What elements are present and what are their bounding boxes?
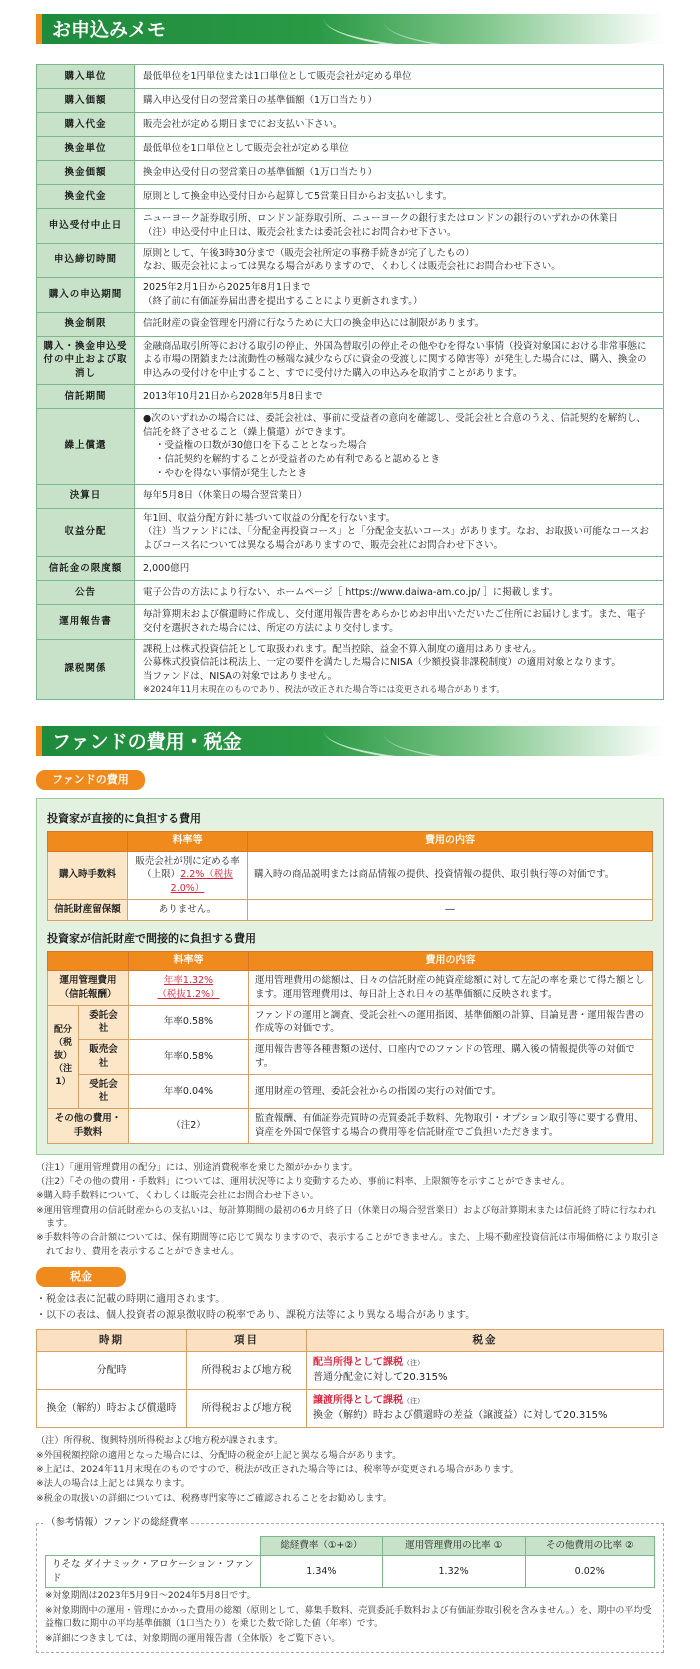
tax-intro-line: ・税金は表に記載の時期に適用されます。: [36, 1294, 226, 1306]
memo-key: 換金代金: [37, 185, 135, 209]
memo-value: [135, 209, 664, 244]
fees-banner: [36, 726, 664, 756]
alloc-label: 配分（税抜）（注1）: [48, 1005, 79, 1109]
memo-value-line: ニューヨーク証券取引所、ロンドン証券取引所、ニューヨークの銀行またはロンドンの銀行のいずれかの休業日: [143, 213, 619, 224]
tax-table: [36, 1329, 664, 1428]
memo-value: [135, 137, 664, 161]
tax-item: 所得税および地方税: [187, 1352, 307, 1390]
memo-value-line: 毎年5月8日（休業日の場合翌営業日）: [143, 490, 308, 502]
memo-row: [37, 484, 664, 508]
memo-key: 収益分配: [37, 508, 135, 556]
ratio-header: 総経費率（①+②）: [261, 1536, 383, 1555]
memo-row: [37, 312, 664, 336]
memo-value-line: 電子公告の方法により行ない、ホームページ［ https://www.daiwa-am.co.jp/ ］に掲載します。: [143, 586, 559, 598]
tax-note: ※法人の場合は上記とは異なります。: [36, 1478, 190, 1490]
memo-value-line: 毎計算期末および償還時に作成し、交付運用報告書をあらかじめお申出いただいたご住所にお届けします。また、電子交付を選択された場合には、所定の方法により交付します。: [143, 609, 646, 634]
memo-value-line: ※2024年11月末現在のものであり、税法が改正された場合等には変更される場合があります。: [143, 684, 505, 695]
fee-note: （注2）「その他の費用・手数料」については、運用状況等により変動するため、事前に料率、上限額等を示すことができません。: [36, 1176, 571, 1188]
memo-value-line: ・信託契約を解約することが受益者のため有利であると認めるとき: [155, 454, 441, 466]
memo-value-line: 金融商品取引所等における取引の停止、外国為替取引の停止その他やむを得ない事情（投資対象国における非常事態による市場の閉鎖または流動性の極端な減少ならびに資金の受渡しに関する障害等）が発生した場合には、購入、換金の申込みの受付けを中止すること、すでに受付けた購入の申込みを取消すことがあります。: [143, 340, 647, 380]
total-ratio: 1.34%: [261, 1555, 383, 1588]
memo-key: 換金価額: [37, 161, 135, 185]
memo-row: [37, 508, 664, 556]
col-content: 費用の内容: [248, 832, 653, 852]
memo-value-line: 原則として換金申込受付日から起算して5営業日目からお支払いします。: [143, 190, 453, 202]
alloc-name: 受託会社: [79, 1074, 129, 1109]
memo-value: [135, 243, 664, 278]
tax-notes: [36, 1434, 664, 1505]
memo-value-line: なお、販売会社によっては異なる場合がありますので、くわしくは販売会社にお問合わせ下さい。: [143, 261, 561, 273]
memo-value-line: 当ファンドは、NISAの対象ではありません。: [143, 671, 337, 683]
memo-value: [135, 508, 664, 556]
memo-value: [135, 185, 664, 209]
memo-key: 換金単位: [37, 137, 135, 161]
alloc-name: 委託会社: [79, 1005, 129, 1040]
fees-title: ファンドの費用・税金: [52, 731, 242, 754]
memo-value-line: ・やむを得ない事情が発生したとき: [155, 467, 308, 479]
memo-value-line: 2013年10月21日から2028年5月8日まで: [143, 390, 323, 402]
other-ratio: 0.02%: [525, 1555, 655, 1588]
memo-key: 公告: [37, 581, 135, 605]
memo-value-line: ・受益権の口数が30億口を下ることとなった場合: [155, 440, 367, 452]
tax-detail: 配当所得として課税（注） 普通分配金に対して20.315%: [307, 1352, 664, 1390]
other-desc: 監査報酬、有価証券売買時の売買委託手数料、先物取引・オプション取引等に要する費用、資産を外国で保管する場合の費用等を信託財産でご負担いただきます。: [249, 1109, 653, 1144]
memo-row: [37, 639, 664, 700]
fee-note: ※運用管理費用の信託財産からの支払いは、毎計算期間の最初の6カ月終了日（休業日の場合翌営業日）および毎計算期末または信託終了時に行なわれます。: [36, 1204, 656, 1230]
memo-banner: [36, 14, 664, 44]
tax-note: ※外国税額控除の適用となった場合には、分配時の税金が上記と異なる場合があります。: [36, 1449, 402, 1461]
memo-key: 決算日: [37, 484, 135, 508]
tax-label: 税金: [36, 1267, 126, 1287]
memo-value-line: 販売会社が定める期日までにお支払い下さい。: [143, 118, 343, 130]
memo-value-line: 換金申込受付日の翌営業日の基準価額（1万口当たり）: [143, 166, 378, 178]
memo-value-line: 最低単位を1円単位または1口単位として販売会社が定める単位: [143, 70, 412, 82]
memo-key: 購入・換金申込受付の中止および取消し: [37, 336, 135, 384]
tax-header: 税金: [307, 1330, 664, 1352]
memo-value: [135, 89, 664, 113]
tax-header: 時期: [37, 1330, 187, 1352]
mgmt-desc: 運用管理費用の総額は、日々の信託財産の純資産総額に対して左記の率を乗じて得た額とします。運用管理費用は、毎日計上され日々の基準価額に反映されます。: [249, 971, 653, 1006]
tax-intro-line: ・以下の表は、個人投資者の源泉徴収時の税率であり、課税方法等により異なる場合があります。: [36, 1309, 476, 1321]
memo-row: [37, 278, 664, 313]
memo-value-line: 年1回、収益分配方針に基づいて収益の分配を行ないます。: [143, 512, 396, 524]
memo-key: 購入の申込期間: [37, 278, 135, 313]
memo-row: [37, 209, 664, 244]
mgmt-rate: 年率1.32% （税抜1.2%）: [129, 971, 249, 1006]
alloc-rate: 年率0.04%: [129, 1074, 249, 1109]
memo-row: [37, 384, 664, 408]
memo-row: [37, 161, 664, 185]
mgmt-label: 運用管理費用（信託報酬）: [48, 971, 129, 1006]
direct-heading: 投資家が直接的に負担する費用: [47, 812, 201, 826]
memo-title: お申込みメモ: [52, 19, 167, 41]
reserve-rate: ありません。: [128, 899, 248, 920]
fee-note: （注1）「運用管理費用の配分」には、別途消費税率を乗じた額がかかります。: [36, 1161, 359, 1173]
memo-value: [135, 161, 664, 185]
fee-note: ※購入時手数料について、くわしくは販売会社にお問合わせ下さい。: [36, 1190, 319, 1202]
memo-key: 信託期間: [37, 384, 135, 408]
memo-value-line: 2,000億円: [143, 562, 190, 574]
memo-value-line: 2025年2月1日から2025年8月1日まで: [143, 282, 311, 294]
fees-sub-label: ファンドの費用: [36, 770, 145, 790]
expense-ratio-box: [36, 1516, 664, 1653]
tax-intro: [36, 1293, 664, 1323]
memo-value-line: ●次のいずれかの場合には、委託会社は、事前に受益者の意向を確認し、受託会社と合意のうえ、信託契約を解約し、信託を終了させること（繰上償還）ができます。: [143, 412, 646, 438]
memo-key: 課税関係: [37, 639, 135, 700]
memo-row: [37, 65, 664, 89]
memo-value-line: （終了前に有価証券届出書を提出することにより更新されます。）: [143, 295, 423, 307]
tax-detail: 譲渡所得として課税（注） 換金（解約）時および償還時の差益（譲渡益）に対して20.315%: [307, 1390, 664, 1428]
expense-ratio-legend: （参考情報）ファンドの総経費率: [43, 1516, 191, 1530]
tax-note: （注）所得税、復興特別所得税および地方税が課されます。: [36, 1435, 284, 1447]
purchase-fee-label: 購入時手数料: [48, 851, 128, 899]
fund-name: りそな ダイナミック・アロケーション・ファンド: [46, 1555, 261, 1588]
memo-value: [135, 312, 664, 336]
reserve-desc: ―: [248, 899, 653, 920]
tax-note: ※税金の取扱いの詳細については、税務専門家等にご確認されることをお勧めします。: [36, 1492, 392, 1504]
memo-value: [135, 384, 664, 408]
memo-value: [135, 557, 664, 581]
alloc-name: 販売会社: [79, 1040, 129, 1075]
memo-value: [135, 484, 664, 508]
memo-value-line: （注）申込受付中止日は、販売会社または委託会社にお問合わせ下さい。: [143, 226, 457, 238]
alloc-rate: 年率0.58%: [129, 1005, 249, 1040]
memo-key: 信託金の限度額: [37, 557, 135, 581]
alloc-desc: ファンドの運用と調査、受託会社への運用指図、基準価額の計算、目論見書・運用報告書の作成等の対価です。: [249, 1005, 653, 1040]
memo-value: [135, 581, 664, 605]
fee-note: ※手数料等の合計額については、保有期間等に応じて異なりますので、表示することができません。また、上場不動産投資信託は市場価格により取引されており、費用を表示することができません。: [36, 1232, 660, 1257]
memo-value: [135, 639, 664, 700]
memo-value-line: 信託財産の資金管理を円滑に行なうために大口の換金申込には制限があります。: [143, 318, 485, 330]
memo-value: [135, 113, 664, 137]
purchase-fee-desc: 購入時の商品説明または商品情報の提供、投資情報の提供、取引執行等の対価です。: [248, 851, 653, 899]
memo-row: [37, 113, 664, 137]
mgmt-ratio: 1.32%: [382, 1555, 525, 1588]
memo-value: [135, 408, 664, 484]
direct-fee-table: [47, 831, 653, 921]
memo-table: [36, 64, 664, 700]
memo-row: [37, 336, 664, 384]
memo-key: 繰上償還: [37, 408, 135, 484]
ratio-note: ※対象期間中の運用・管理にかかった費用の総額（原則として、募集手数料、売買委託手数料および有価証券取引税を含みません。）を、期中の平均受益権口数に期中の平均基準価額（1口当たり）を乗じた数で除した値（年率）です。: [45, 1606, 652, 1630]
alloc-desc: 運用報告書等各種書類の送付、口座内でのファンドの管理、購入後の情報提供等の対価です。: [249, 1040, 653, 1075]
fees-box: [36, 798, 664, 1155]
tax-header: 項目: [187, 1330, 307, 1352]
memo-key: 運用報告書: [37, 605, 135, 640]
memo-key: 購入単位: [37, 65, 135, 89]
memo-value-line: 原則として、午後3時30分まで（販売会社所定の事務手続きが完了したもの）: [143, 247, 475, 259]
alloc-rate: 年率0.58%: [129, 1040, 249, 1075]
memo-value: [135, 336, 664, 384]
memo-key: 申込締切時間: [37, 243, 135, 278]
tax-item: 所得税および地方税: [187, 1390, 307, 1428]
memo-value: [135, 278, 664, 313]
memo-key: 換金制限: [37, 312, 135, 336]
fee-notes: [36, 1161, 664, 1258]
memo-value-line: 最低単位を1口単位として販売会社が定める単位: [143, 142, 349, 154]
memo-row: [37, 185, 664, 209]
indirect-fee-table: 料率等 費用の内容 運用管理費用（信託報酬） 年率1.32% （税抜1.2%） 運用管理費用の総額は、日々の信託財産の純資産総額に対して左記の率を乗じて得た額とします。運用管理費用は、毎日計上され日々の基準価額に反映されます。 配分（税抜）（注1） 委託会社 年率0.58% ファンドの運用と調査、受託会社への運用指図、基準価額の計算、目論見書・運用報告書の作成等の対価です。 販売会社 年率0.58% 運用報告書等各種書類の送付、口座内でのファンドの管理、購入後の情報提供等の対価です。 受託会社 年率0.04% 運用財産の管理、委託会社からの指図の実行の対価です。 その他の費用・手数料 （注2） 監査報酬、有価証券売買時の売買委託手数料、先物取引・オプション取引等に要する費用、資産を外国で保管する場合の費用等を信託財産でご負担いただきます。: [47, 951, 653, 1144]
memo-row: [37, 243, 664, 278]
memo-row: [37, 89, 664, 113]
memo-value-line: 課税上は株式投資信託として取扱われます。配当控除、益金不算入制度の適用はありません。: [143, 643, 542, 655]
tax-when: 換金（解約）時および償還時: [37, 1390, 187, 1428]
alloc-desc: 運用財産の管理、委託会社からの指図の実行の対価です。: [249, 1074, 653, 1109]
expense-ratio-table: [45, 1536, 655, 1588]
memo-row: [37, 581, 664, 605]
col-rate: 料率等: [128, 832, 248, 852]
tax-when: 分配時: [37, 1352, 187, 1390]
other-label: その他の費用・手数料: [48, 1109, 129, 1144]
memo-row: [37, 408, 664, 484]
memo-key: 購入価額: [37, 89, 135, 113]
memo-row: [37, 557, 664, 581]
reserve-label: 信託財産留保額: [48, 899, 128, 920]
ratio-note: ※対象期間は2023年5月9日～2024年5月8日です。: [45, 1591, 256, 1602]
other-rate: （注2）: [129, 1109, 249, 1144]
ratio-header: その他費用の比率 ②: [525, 1536, 655, 1555]
indirect-heading: 投資家が信託財産で間接的に負担する費用: [47, 931, 256, 945]
ratio-header: 運用管理費用の比率 ①: [382, 1536, 525, 1555]
memo-key: 申込受付中止日: [37, 209, 135, 244]
memo-value-line: （注）当ファンドには、「分配金再投資コース」と「分配金支払いコース」があります。なお、お取扱い可能なコースおよびコース名については異なる場合がありますので、販売会社にお問合わせ下さい。: [143, 526, 649, 552]
memo-value: [135, 65, 664, 89]
memo-key: 購入代金: [37, 113, 135, 137]
purchase-fee-rate: 販売会社が別に定める率 （上限）2.2%（税抜2.0%）: [128, 851, 248, 899]
memo-value-line: 公募株式投資信託は税法上、一定の要件を満たした場合にNISA（少額投資非課税制度）の適用対象となります。: [143, 657, 621, 669]
memo-row: [37, 605, 664, 640]
memo-value-line: 購入申込受付日の翌営業日の基準価額（1万口当たり）: [143, 94, 378, 106]
memo-row: [37, 137, 664, 161]
tax-note: ※上記は、2024年11月末現在のものですので、税法が改正された場合等には、税率等が変更される場合があります。: [36, 1463, 519, 1475]
memo-value: [135, 605, 664, 640]
ratio-note: ※詳細につきましては、対象期間の運用報告書（全体版）をご覧下さい。: [45, 1634, 341, 1645]
